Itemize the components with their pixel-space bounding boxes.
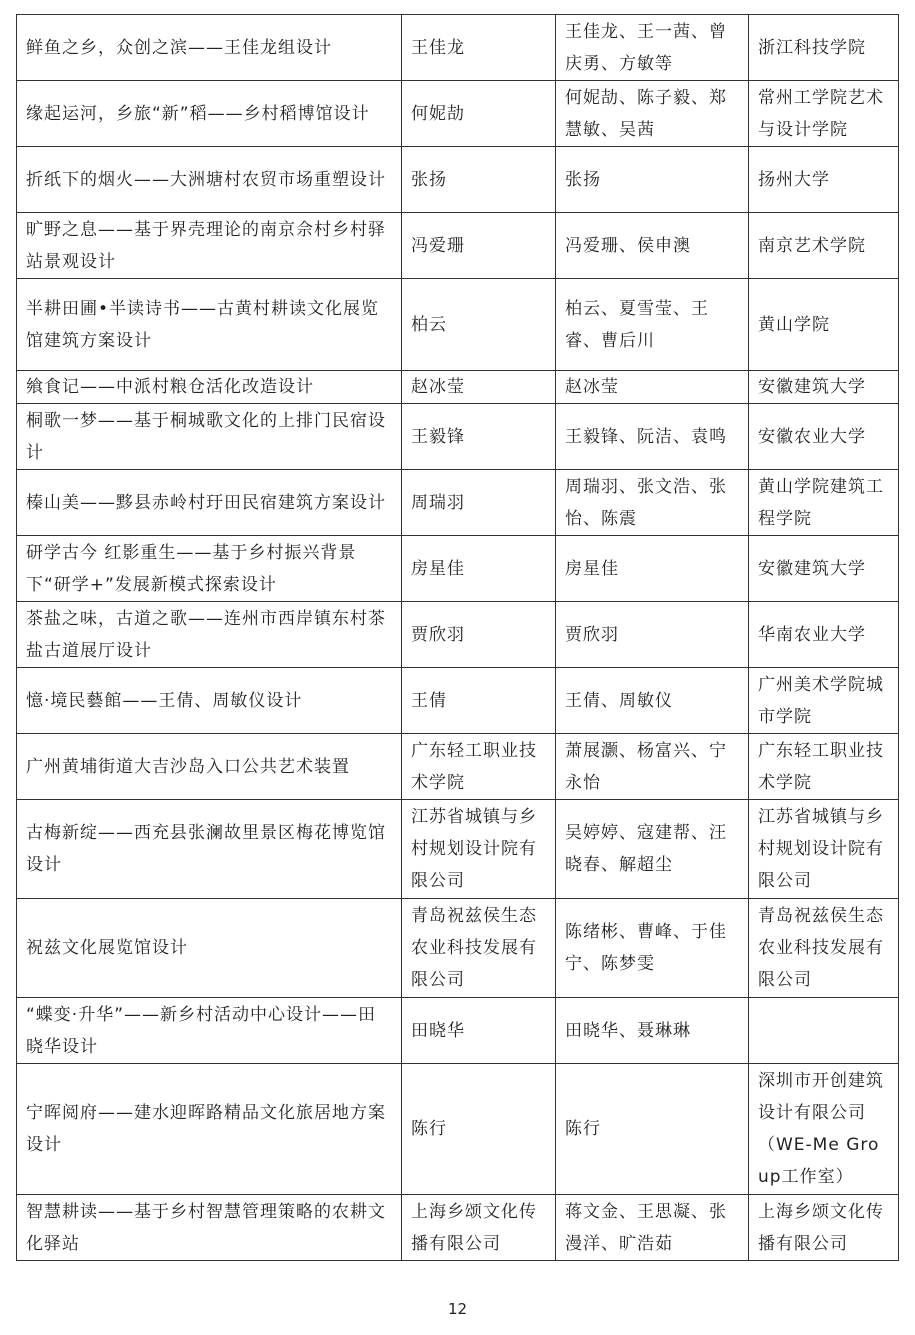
team-members: 赵冰莹 (556, 371, 749, 404)
team-members: 萧展灏、杨富兴、宁永怡 (556, 734, 749, 800)
project-title: 祝兹文化展览馆设计 (17, 899, 402, 998)
lead-designer: 房星佳 (402, 536, 556, 602)
award-table (16, 14, 899, 1261)
lead-designer: 青岛祝兹侯生态农业科技发展有限公司 (402, 899, 556, 998)
team-members: 张扬 (556, 147, 749, 213)
team-members: 陈绪彬、曹峰、于佳宁、陈梦雯 (556, 899, 749, 998)
table-row (17, 147, 899, 213)
project-title: 榛山美——黟县赤岭村玗田民宿建筑方案设计 (17, 470, 402, 536)
lead-designer: 陈行 (402, 1064, 556, 1195)
project-title: 广州黄埔街道大吉沙岛入口公共艺术装置 (17, 734, 402, 800)
team-members: 蒋文金、王思凝、张漫洋、旷浩茹 (556, 1195, 749, 1261)
organization: 常州工学院艺术与设计学院 (749, 81, 899, 147)
table-row (17, 371, 899, 404)
team-members: 周瑞羽、张文浩、张怡、陈震 (556, 470, 749, 536)
project-title: “蝶变·升华”——新乡村活动中心设计——田晓华设计 (17, 998, 402, 1064)
table-row (17, 1064, 899, 1195)
team-members: 柏云、夏雪莹、王睿、曹后川 (556, 279, 749, 371)
table-row (17, 470, 899, 536)
project-title: 憶·境民藝館——王倩、周敏仪设计 (17, 668, 402, 734)
organization: 青岛祝兹侯生态农业科技发展有限公司 (749, 899, 899, 998)
table-row (17, 213, 899, 279)
team-members: 田晓华、聂琳琳 (556, 998, 749, 1064)
table-row (17, 15, 899, 81)
lead-designer: 赵冰莹 (402, 371, 556, 404)
team-members: 陈行 (556, 1064, 749, 1195)
table-row (17, 668, 899, 734)
team-members: 冯爱珊、侯申澳 (556, 213, 749, 279)
organization: 扬州大学 (749, 147, 899, 213)
organization: 江苏省城镇与乡村规划设计院有限公司 (749, 800, 899, 899)
project-title: 研学古今 红影重生——基于乡村振兴背景下“研学+”发展新模式探索设计 (17, 536, 402, 602)
lead-designer: 柏云 (402, 279, 556, 371)
organization: 广州美术学院城市学院 (749, 668, 899, 734)
table-row (17, 81, 899, 147)
organization: 浙江科技学院 (749, 15, 899, 81)
lead-designer: 王佳龙 (402, 15, 556, 81)
table-row (17, 536, 899, 602)
project-title: 桐歌一梦——基于桐城歌文化的上排门民宿设计 (17, 404, 402, 470)
lead-designer: 广东轻工职业技术学院 (402, 734, 556, 800)
table-row (17, 279, 899, 371)
lead-designer: 贾欣羽 (402, 602, 556, 668)
table-row (17, 998, 899, 1064)
project-title: 宁晖阅府——建水迎晖路精品文化旅居地方案设计 (17, 1064, 402, 1195)
table-row (17, 734, 899, 800)
lead-designer: 上海乡颂文化传播有限公司 (402, 1195, 556, 1261)
team-members: 贾欣羽 (556, 602, 749, 668)
team-members: 王毅锋、阮洁、袁鸣 (556, 404, 749, 470)
organization: 安徽建筑大学 (749, 371, 899, 404)
project-title: 半耕田圃•半读诗书——古黄村耕读文化展览馆建筑方案设计 (17, 279, 402, 371)
page-number: 12 (447, 1300, 468, 1318)
organization: 深圳市开创建筑设计有限公司（WE-Me Group工作室） (749, 1064, 899, 1195)
organization: 黄山学院 (749, 279, 899, 371)
project-title: 折纸下的烟火——大洲塘村农贸市场重塑设计 (17, 147, 402, 213)
project-title: 古梅新绽——西充县张澜故里景区梅花博览馆设计 (17, 800, 402, 899)
lead-designer: 江苏省城镇与乡村规划设计院有限公司 (402, 800, 556, 899)
team-members: 房星佳 (556, 536, 749, 602)
project-title: 鲜鱼之乡，众创之滨——王佳龙组设计 (17, 15, 402, 81)
lead-designer: 冯爱珊 (402, 213, 556, 279)
lead-designer: 田晓华 (402, 998, 556, 1064)
project-title: 智慧耕读——基于乡村智慧管理策略的农耕文化驿站 (17, 1195, 402, 1261)
project-title: 茶盐之味，古道之歌——连州市西岸镇东村茶盐古道展厅设计 (17, 602, 402, 668)
organization (749, 998, 899, 1064)
lead-designer: 何妮劼 (402, 81, 556, 147)
table-row (17, 899, 899, 998)
lead-designer: 王倩 (402, 668, 556, 734)
team-members: 王倩、周敏仪 (556, 668, 749, 734)
table-row (17, 404, 899, 470)
table-row (17, 1195, 899, 1261)
organization: 安徽建筑大学 (749, 536, 899, 602)
project-title: 飨食记——中派村粮仓活化改造设计 (17, 371, 402, 404)
table-row (17, 800, 899, 899)
organization: 上海乡颂文化传播有限公司 (749, 1195, 899, 1261)
organization: 华南农业大学 (749, 602, 899, 668)
lead-designer: 周瑞羽 (402, 470, 556, 536)
lead-designer: 张扬 (402, 147, 556, 213)
organization: 黄山学院建筑工程学院 (749, 470, 899, 536)
team-members: 王佳龙、王一茜、曾庆勇、方敏等 (556, 15, 749, 81)
team-members: 吴婷婷、寇建帮、汪晓春、解超尘 (556, 800, 749, 899)
table-row (17, 602, 899, 668)
organization: 广东轻工职业技术学院 (749, 734, 899, 800)
project-title: 旷野之息——基于界壳理论的南京佘村乡村驿站景观设计 (17, 213, 402, 279)
team-members: 何妮劼、陈子毅、郑慧敏、吴茜 (556, 81, 749, 147)
project-title: 缘起运河，乡旅“新”稻——乡村稻博馆设计 (17, 81, 402, 147)
organization: 安徽农业大学 (749, 404, 899, 470)
lead-designer: 王毅锋 (402, 404, 556, 470)
organization: 南京艺术学院 (749, 213, 899, 279)
